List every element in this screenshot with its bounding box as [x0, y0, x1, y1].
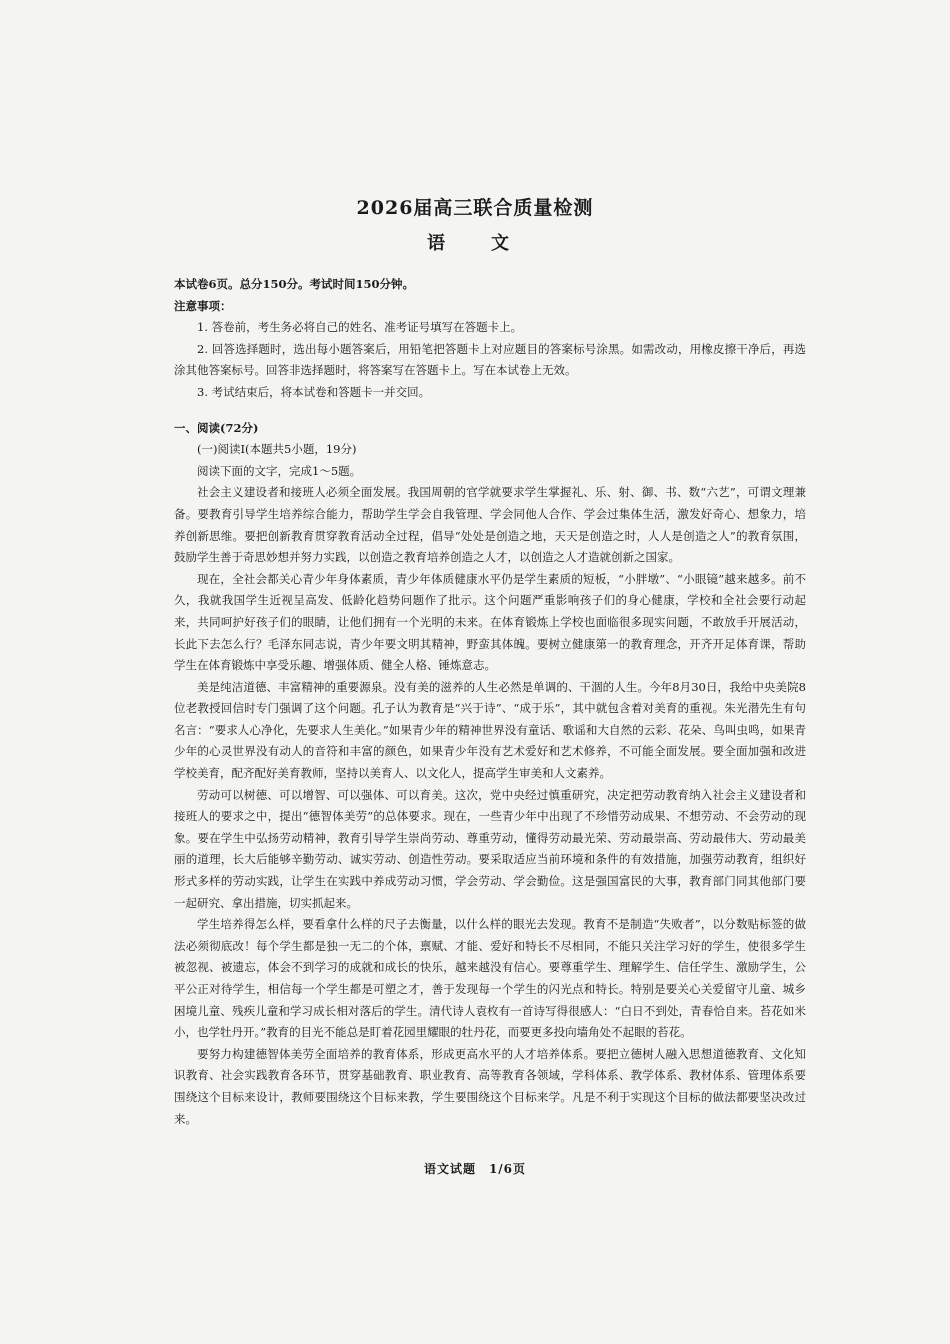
passage-paragraph: 劳动可以树德、可以增智、可以强体、可以育美。这次，党中央经过慎重研究，决定把劳动教育纳入社会主义建设者和接班人的要求之中，提出“德智体美劳”的总体要求。现在，一些青少年中出现了不珍惜劳动成果、不想劳动、不会劳动的现象。要在学生中弘扬劳动精神，教育引导学生崇尚劳动、尊重劳动，懂得劳动最光荣、劳动最崇高、劳动最伟大、劳动最美丽的道理，长大后能够辛勤劳动、诚实劳动、创造性劳动。要采取适应当前环境和条件的有效措施，加强劳动教育，组织好形式多样的劳动实践，让学生在实践中养成劳动习惯，学会劳动、学会勤俭。这是强国富民的大事，教育部门同其他部门要一起研究、拿出措施，切实抓起来。: [174, 787, 806, 910]
section-subheading: (一)阅读Ⅰ(本题共5小题，19分): [197, 442, 357, 457]
notice-title: 注意事项：: [174, 298, 232, 313]
passage-paragraph: 美是纯洁道德、丰富精神的重要源泉。没有美的滋养的人生必然是单调的、干涸的人生。今年8月30日，我给中央美院8位老教授回信时专门强调了这个问题。孔子认为教育是“兴于诗”、“成于乐”，其中就包含着对美育的重视。朱光潜先生有句名言：“要求人心净化，先要求人生美化。”如果青少年的精神世界没有童话、歌谣和大自然的云彩、花朵、鸟叫虫鸣，如果青少年的心灵世界没有动人的音符和丰富的颜色，如果青少年没有艺术爱好和艺术修养，不可能全面发展。要全面加强和改进学校美育，配齐配好美育教师，坚持以美育人、以文化人，提高学生审美和人文素养。: [174, 679, 806, 781]
subject-title: 语 文: [427, 233, 523, 254]
section-heading: 一、阅读(72分): [174, 420, 259, 435]
section-instruction: 阅读下面的文字，完成1～5题。: [197, 463, 362, 478]
passage-paragraph: 社会主义建设者和接班人必须全面发展。我国周朝的官学就要求学生掌握礼、乐、射、御、书、数“六艺”，可谓文理兼备。要教育引导学生培养综合能力，帮助学生学会自我管理、学会同他人合作、学会过集体生活，激发好奇心、想象力，培养创新思维。要把创新教育贯穿教育活动全过程，倡导“处处是创造之地，天天是创造之时，人人是创造之人”的教育氛围，鼓励学生善于奇思妙想并努力实践，以创造之教育培养创造之人才，以创造之人才造就创新之国家。: [174, 485, 806, 565]
page-footer: 语文试题 1/6页: [423, 1162, 527, 1176]
exam-content: [174, 274, 806, 1130]
notice-item: 1. 答卷前，考生务必将自己的姓名、准考证号填写在答题卡上。: [197, 320, 523, 335]
notice-item: 3. 考试结束后，将本试卷和答题卡一并交回。: [197, 384, 431, 399]
exam-title: 2026届高三联合质量检测: [356, 197, 594, 219]
passage-paragraph: 学生培养得怎么样，要看拿什么样的尺子去衡量，以什么样的眼光去发现。教育不是制造“失败者”，以分数贴标签的做法必须彻底改！每个学生都是独一无二的个体，禀赋、才能、爱好和特长不尽相同，不能只关注学习好的学生，使很多学生被忽视、被遗忘，体会不到学习的成就和成长的快乐，越来越没有信心。要尊重学生、理解学生、信任学生、激励学生，公平公正对待学生，相信每一个学生都是可塑之才，善于发现每一个学生的闪光点和特长。特别是要关心关爱留守儿童、城乡困境儿童、残疾儿童和学习成长相对落后的学生。清代诗人袁枚有一首诗写得很感人：“白日不到处，青春恰自来。苔花如米小，也学牡丹开。”教育的目光不能总是盯着花园里耀眼的牡丹花，而要更多投向墙角处不起眼的苔花。: [174, 917, 806, 1040]
passage-paragraph: 要努力构建德智体美劳全面培养的教育体系，形成更高水平的人才培养体系。要把立德树人融入思想道德教育、文化知识教育、社会实践教育各环节，贯穿基础教育、职业教育、高等教育各领域，学科体系、教学体系、教材体系、管理体系要围绕这个目标来设计，教师要围绕这个目标来教，学生要围绕这个目标来学。凡是不利于实现这个目标的做法都要坚决改过来。: [174, 1046, 806, 1126]
exam-info: 本试卷6页。总分150分。考试时间150分钟。: [174, 277, 415, 291]
notice-item: 2. 回答选择题时，选出每小题答案后，用铅笔把答题卡上对应题目的答案标号涂黑。如需改动，用橡皮擦干净后，再选涂其他答案标号。回答非选择题时，将答案写在答题卡上。写在本试卷上无效。: [174, 341, 806, 378]
passage-paragraph: 现在，全社会都关心青少年身体素质，青少年体质健康水平仍是学生素质的短板，“小胖墩”、“小眼镜”越来越多。前不久，我就我国学生近视呈高发、低龄化趋势问题作了批示。这个问题严重影响孩子们的身心健康，学校和全社会要行动起来，共同呵护好孩子们的眼睛，让他们拥有一个光明的未来。在体育锻炼上学校也面临很多现实问题，不敢放手开展活动，长此下去怎么行？毛泽东同志说，青少年要文明其精神，野蛮其体魄。要树立健康第一的教育理念，开齐开足体育课，帮助学生在体育锻炼中享受乐趣、增强体质、健全人格、锤炼意志。: [174, 571, 806, 673]
